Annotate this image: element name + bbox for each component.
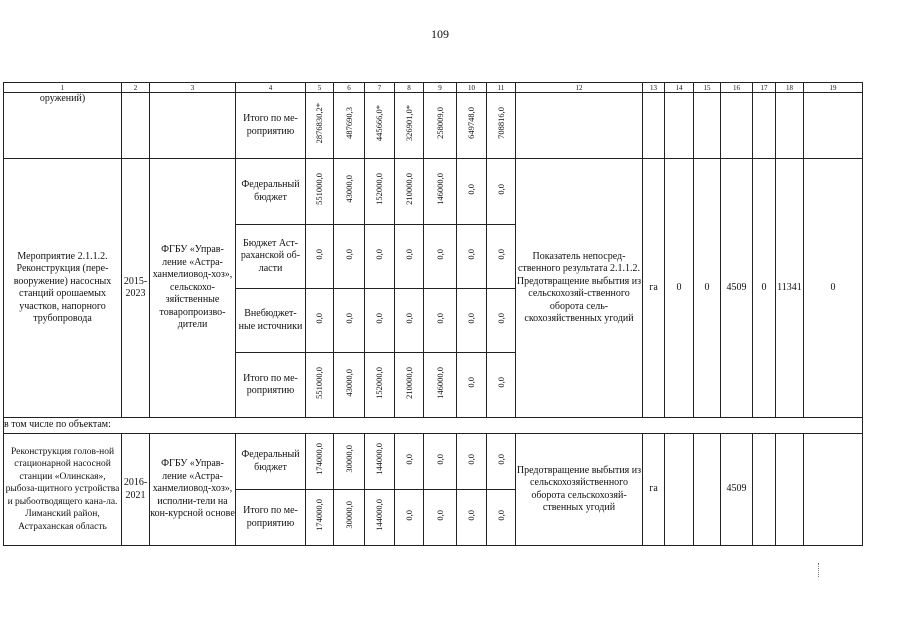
amount-cell: 0,0 [306, 289, 334, 353]
funding-source: Федеральный бюджет [236, 434, 306, 490]
amount-cell: 0,0 [457, 490, 487, 546]
table-row [4, 159, 863, 225]
amount-cell: 0,0 [424, 434, 457, 490]
col-number: 7 [365, 83, 395, 93]
amount-cell: 144000,0 [365, 490, 395, 546]
amount-cell: 146000,0 [424, 159, 457, 225]
amount-cell: 2876830,2* [306, 93, 334, 159]
amount-cell: 43000,0 [334, 159, 365, 225]
years-cell: 2016-2021 [122, 434, 150, 546]
amount-cell: 210000,0 [395, 353, 424, 418]
amount-cell: 152000,0 [365, 159, 395, 225]
amount-cell: 174000,0 [306, 490, 334, 546]
amount-cell: 0,0 [365, 225, 395, 289]
amount-cell: 0,0 [457, 434, 487, 490]
amount-cell: 0,0 [424, 225, 457, 289]
unit-cell: га [643, 159, 665, 418]
amount-cell: 0,0 [334, 289, 365, 353]
col-number: 12 [516, 83, 643, 93]
amount-cell: 0,0 [306, 225, 334, 289]
amount-cell: 0,0 [487, 159, 516, 225]
col-number: 15 [694, 83, 721, 93]
col-number: 5 [306, 83, 334, 93]
amount-cell: 0,0 [395, 289, 424, 353]
col-number: 19 [804, 83, 863, 93]
col-number: 13 [643, 83, 665, 93]
unit-cell: га [643, 434, 665, 546]
funding-source: Бюджет Аст-раханской об-ласти [236, 225, 306, 289]
amount-cell: 0,0 [424, 490, 457, 546]
indicator-cell [516, 93, 643, 159]
col-number: 8 [395, 83, 424, 93]
amount-cell: 0,0 [487, 353, 516, 418]
amount-cell: 210000,0 [395, 159, 424, 225]
funding-source: Итого по ме-роприятию [236, 353, 306, 418]
amount-cell: 0,0 [395, 490, 424, 546]
executor-cell: ФГБУ «Управ-ление «Астра-ханмелиовод-хоз», исполни-тели на кон-курсной основе [150, 434, 236, 546]
page-number: 109 [431, 27, 449, 41]
amount-cell: 258009,0 [424, 93, 457, 159]
amount-cell: 0,0 [334, 225, 365, 289]
value-cell [721, 93, 753, 159]
measure-name: оружений) [4, 93, 122, 159]
col-number: 16 [721, 83, 753, 93]
amount-cell: 43000,0 [334, 353, 365, 418]
col-number: 9 [424, 83, 457, 93]
amount-cell: 649748,0 [457, 93, 487, 159]
table-row [4, 434, 863, 490]
column-number-row [4, 83, 863, 93]
executor-cell [150, 93, 236, 159]
amount-cell: 146000,0 [424, 353, 457, 418]
amount-cell: 445666,0* [365, 93, 395, 159]
amount-cell: 0,0 [487, 289, 516, 353]
col-number: 2 [122, 83, 150, 93]
value-cell: 11341 [776, 159, 804, 418]
value-cell: 4509 [721, 159, 753, 418]
amount-cell: 708816,0 [487, 93, 516, 159]
amount-cell: 0,0 [457, 225, 487, 289]
amount-cell: 0,0 [487, 490, 516, 546]
measure-name: Мероприятие 2.1.1.2. Реконструкция (пере-вооружение) насосных станций орошаемых участков, напорного трубопровода [4, 159, 122, 418]
amount-cell: 152000,0 [365, 353, 395, 418]
object-name: Реконструкция голов-ной стационарной насосной станции «Олинская», рыбоза-щитного устройства и рыбоотводящего кана-ла. Лиманский район, Астраханская область [4, 434, 122, 546]
objects-section-label: в том числе по объектам: [4, 418, 863, 434]
value-cell [804, 93, 863, 159]
amount-cell: 144000,0 [365, 434, 395, 490]
value-cell [753, 434, 776, 546]
value-cell [665, 93, 694, 159]
amount-cell: 0,0 [395, 225, 424, 289]
funding-source: Внебюджет-ные источники [236, 289, 306, 353]
amount-cell: 551000,0 [306, 159, 334, 225]
col-number: 18 [776, 83, 804, 93]
amount-cell: 0,0 [487, 434, 516, 490]
value-cell [694, 93, 721, 159]
amount-cell: 0,0 [424, 289, 457, 353]
indicator-cell: Предотвращение выбытия из сельскохозяйственного оборота сельскохозяй-ственных угодий [516, 434, 643, 546]
table-row [4, 418, 863, 434]
amount-cell: 0,0 [457, 289, 487, 353]
col-number: 10 [457, 83, 487, 93]
col-number: 6 [334, 83, 365, 93]
amount-cell: 0,0 [457, 159, 487, 225]
executor-cell: ФГБУ «Управ-ление «Астра-ханмелиовод-хоз», сельскохо-зяйственные товаропроизво-дители [150, 159, 236, 418]
amount-cell: 0,0 [487, 225, 516, 289]
col-number: 4 [236, 83, 306, 93]
unit-cell [643, 93, 665, 159]
col-number: 11 [487, 83, 516, 93]
amount-cell: 0,0 [457, 353, 487, 418]
value-cell [694, 434, 721, 546]
col-number: 14 [665, 83, 694, 93]
value-cell [753, 93, 776, 159]
indicator-cell: Показатель непосред-ственного результата 2.1.1.2. Предотвращение выбытия из сельскохозяй-ственного оборота сель-скохозяйственных угодий [516, 159, 643, 418]
table-row [4, 93, 863, 159]
value-cell: 4509 [721, 434, 753, 546]
value-cell [776, 434, 804, 546]
value-cell: 0 [804, 159, 863, 418]
years-cell [122, 93, 150, 159]
funding-source: Итого по ме-роприятию [236, 490, 306, 546]
value-cell: 0 [753, 159, 776, 418]
years-cell: 2015-2023 [122, 159, 150, 418]
amount-cell: 0,0 [395, 434, 424, 490]
amount-cell: 30000,0 [334, 434, 365, 490]
value-cell: 0 [665, 159, 694, 418]
value-cell [804, 434, 863, 546]
amount-cell: 487690,3 [334, 93, 365, 159]
amount-cell: 174000,0 [306, 434, 334, 490]
col-number: 1 [4, 83, 122, 93]
program-table [3, 82, 863, 546]
value-cell [665, 434, 694, 546]
value-cell [776, 93, 804, 159]
funding-source: Итого по ме-роприятию [236, 93, 306, 159]
amount-cell: 0,0 [365, 289, 395, 353]
amount-cell: 30000,0 [334, 490, 365, 546]
funding-source: Федеральный бюджет [236, 159, 306, 225]
margin-dots [818, 563, 821, 577]
amount-cell: 551000,0 [306, 353, 334, 418]
value-cell: 0 [694, 159, 721, 418]
col-number: 3 [150, 83, 236, 93]
col-number: 17 [753, 83, 776, 93]
amount-cell: 326901,0* [395, 93, 424, 159]
